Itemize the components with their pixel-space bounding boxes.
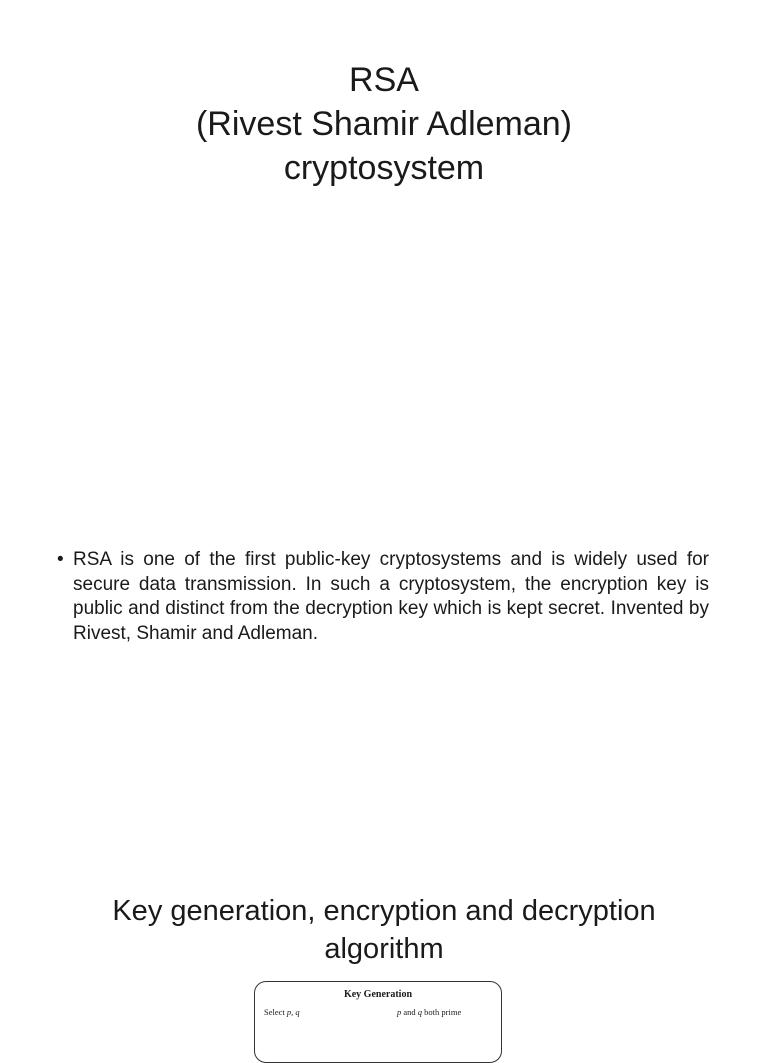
figure-row-left-prefix: Select: [264, 1007, 287, 1017]
section-title-line-1: Key generation, encryption and decryption: [112, 895, 656, 927]
figure-row-right-suffix: both prime: [422, 1007, 462, 1017]
figure-heading: Key Generation: [343, 989, 413, 1000]
slide-title-line-2: (Rivest Shamir Adleman): [195, 105, 572, 143]
figure-row-left: [264, 1007, 300, 1017]
figure-row-right: [397, 1007, 461, 1017]
bullet-text: RSA is one of the first public-key cryptosystems and is widely used for secure data transmission. In such a cryptosystem, the encryption key is public and distinct from the decryption key which is kept secret. Invented by Rivest, Shamir and Adleman.: [73, 549, 709, 644]
section-title-line-2: algorithm: [324, 933, 444, 965]
figure-row-right-var-p: p: [397, 1007, 402, 1017]
figure-row-right-var-q: q: [417, 1007, 423, 1017]
bullet-marker: •: [57, 549, 64, 570]
figure-row-left-vars: p, q: [286, 1007, 300, 1017]
bullet-paragraph: [57, 548, 709, 646]
section-title: [0, 892, 768, 968]
figure-row-right-mid: and: [401, 1007, 418, 1017]
key-generation-figure: [254, 981, 502, 1063]
slide-title: [0, 58, 768, 190]
slide-title-line-3: cryptosystem: [283, 149, 485, 187]
slide-title-line-1: RSA: [349, 61, 419, 99]
